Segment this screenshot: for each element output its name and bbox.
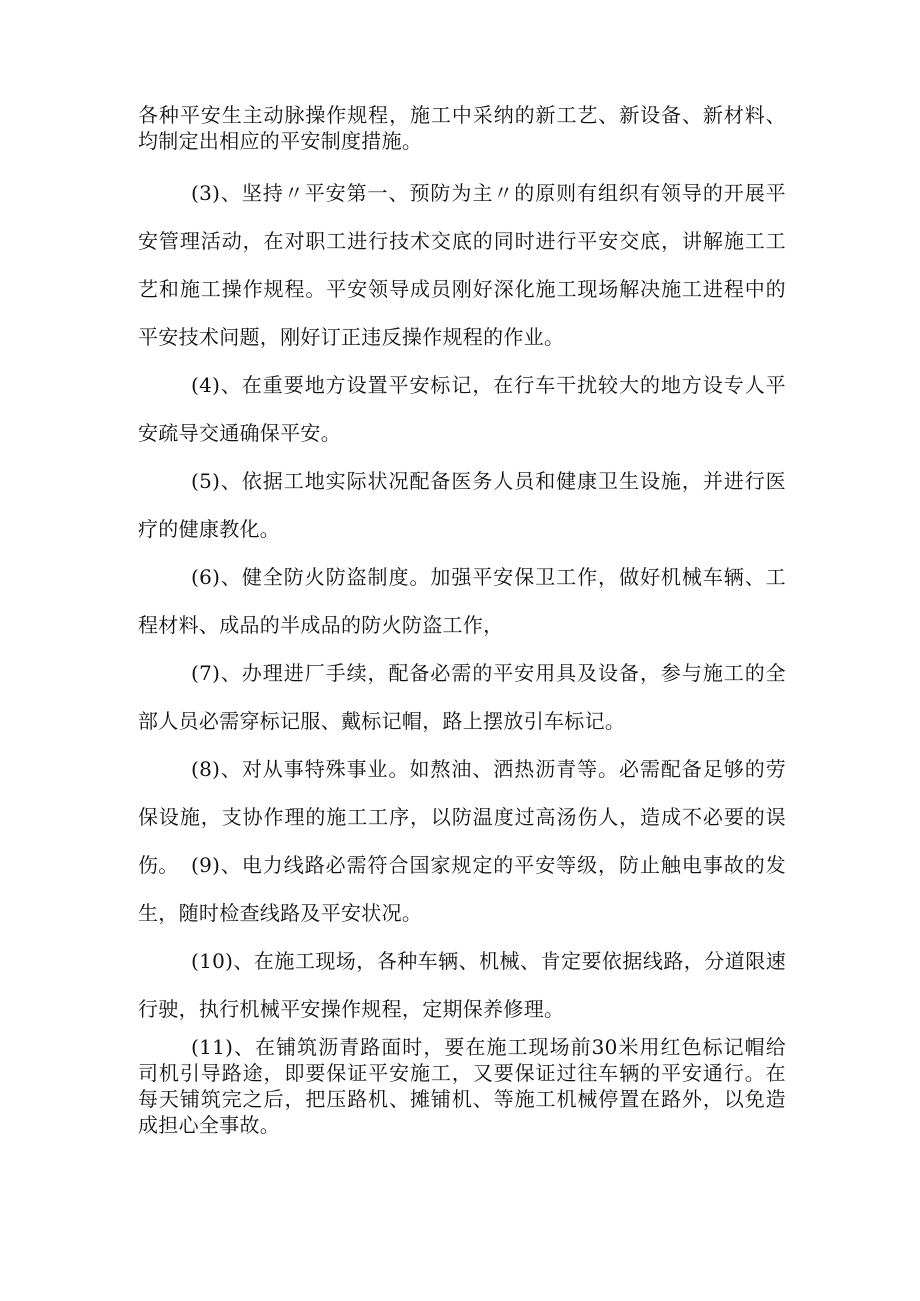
- paragraph-item-7: (7)、办理进厂手续，配备必需的平安用具及设备，参与施工的全部人员必需穿标记服、戴标记帽，路上摆放引车标记。: [138, 661, 786, 733]
- paragraph-continuation: 各种平安生主动脉操作规程，施工中采纳的新工艺、新设备、新材料、均制定出相应的平安制度措施。: [138, 103, 786, 153]
- paragraph-item-10: (10)、在施工现场，各种车辆、机械、肯定要依据线路，分道限速行驶，执行机械平安操作规程，定期保养修理。: [138, 949, 786, 1021]
- paragraph-item-4: (4)、在重要地方设置平安标记，在行车干扰较大的地方设专人平安疏导交通确保平安。: [138, 373, 786, 445]
- paragraph-item-11: (11)、在铺筑沥青路面时，要在施工现场前30米用红色标记帽给司机引导路途，即要保证平安施工，又要保证过往车辆的平安通行。在每天铺筑完之后，把压路机、摊铺机、等施工机械停置在路外，以免造成担心全事故。: [138, 1035, 786, 1137]
- paragraph-item-9: (9)、电力线路必需符合国家规定的平安等级，防止触电事故的发生，随时检查线路及平安状况。: [138, 853, 786, 925]
- paragraph-item-6: (6)、健全防火防盗制度。加强平安保卫工作，做好机械车辆、工程材料、成品的半成品的防火防盗工作，: [138, 565, 786, 637]
- paragraph-item-3: (3)、坚持〃平安第一、预防为主〃的原则有组织有领导的开展平安管理活动，在对职工进行技术交底的同时进行平安交底，讲解施工工艺和施工操作规程。平安领导成员刚好深化施工现场解决施工进程中的平安技术问题，刚好订正违反操作规程的作业。: [138, 181, 786, 349]
- paragraph-item-8: (8)、对从事特殊事业。如熬油、洒热沥青等。必需配备足够的劳保设施，支协作理的施工工序，以防温度过高汤伤人，造成不必要的误伤。: [138, 757, 786, 877]
- paragraph-item-5: (5)、依据工地实际状况配备医务人员和健康卫生设施，并进行医疗的健康教化。: [138, 469, 786, 541]
